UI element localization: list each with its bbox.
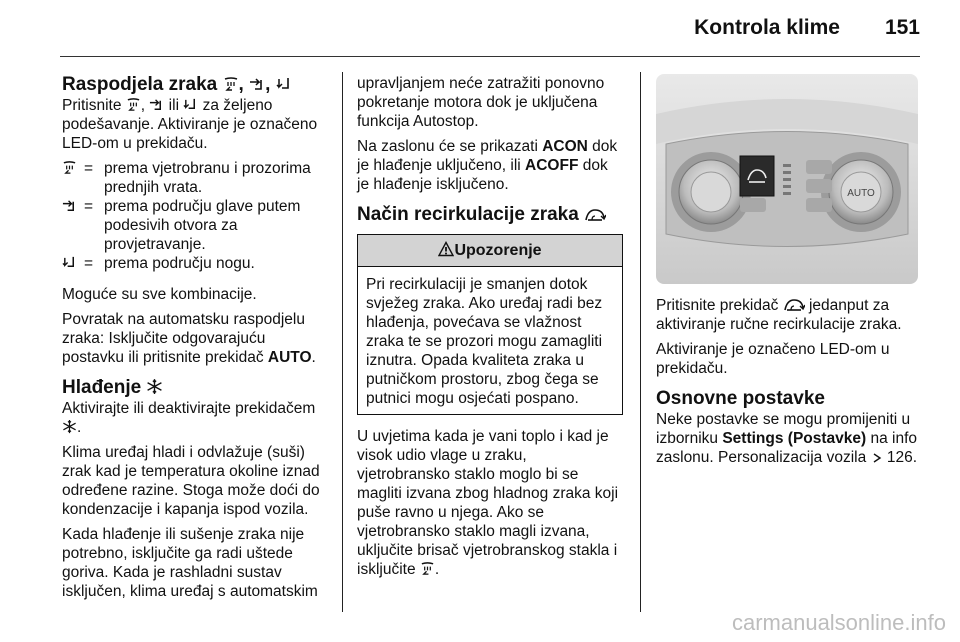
column-divider <box>640 72 641 612</box>
heading-cooling: Hlađenje <box>62 377 330 399</box>
paragraph: Povratak na automatsku raspodjelu zraka: Isključite odgovarajuću postavku ili pritisnite prekidač AUTO. <box>62 311 316 366</box>
paragraph: Aktiviranje je označeno LED-om u prekidaču. <box>656 341 890 377</box>
definition-item: = prema vjetrobranu i prozorima prednjih vrata. <box>62 159 330 197</box>
paragraph: upravljanjem neće zatražiti ponovno pokretanje motora dok je uključena funkcija Autostop. <box>357 75 605 130</box>
snowflake-icon <box>62 419 77 434</box>
page-reference: 126. <box>886 449 918 466</box>
paragraph: Pritisnite , ili za željeno podešavanje. Aktiviranje je označeno LED-om u prekidaču. <box>62 97 318 152</box>
head-vent-icon <box>249 76 265 92</box>
warning-box <box>357 234 623 415</box>
head-vent-icon <box>62 198 77 213</box>
definition-item: = prema području nogu. <box>62 254 330 273</box>
recirculation-icon <box>783 298 805 312</box>
windscreen-icon <box>420 561 435 576</box>
definition-list <box>62 159 330 273</box>
column-divider <box>342 72 343 612</box>
footwell-icon <box>62 255 77 270</box>
page-number: 151 <box>884 16 920 39</box>
warning-icon <box>438 241 454 257</box>
column-right <box>656 74 924 473</box>
paragraph: Klima uređaj hladi i odvlažuje (suši) zrak kad je temperatura okoline iznad određene razine. Stoga može doći do kondenzacije i kapanja ispod vozila. <box>62 444 320 518</box>
footwell-icon <box>276 76 292 92</box>
heading-air-distribution: Raspodjela zraka , , <box>62 74 330 96</box>
climate-panel-illustration <box>656 74 918 284</box>
paragraph: Neke postavke se mogu promijeniti u izborniku Settings (Postavke) na info zaslonu. Personalizacija vozila 126. <box>656 411 918 466</box>
warning-header: Upozorenje <box>358 235 622 267</box>
watermark: carmanualsonline.info <box>731 610 946 635</box>
footwell-icon <box>183 97 198 112</box>
column-left <box>62 74 330 607</box>
paragraph: Pritisnite prekidač jedanput za aktiviranje ručne recirkulacije zraka. <box>656 297 902 333</box>
paragraph: Kada hlađenje ili sušenje zraka nije potrebno, isključite ga radi uštede goriva. Kada je rashladni sustav isključen, klima uređaj s automatskim <box>62 526 318 600</box>
page-header <box>0 0 960 60</box>
windscreen-icon <box>62 160 77 175</box>
menu-label: Settings (Postavke) <box>722 430 867 447</box>
paragraph: Moguće su sve kombinacije. <box>62 286 257 303</box>
recirculation-icon <box>584 208 606 222</box>
climate-control-photo <box>656 74 918 284</box>
auto-label: AUTO <box>267 349 312 366</box>
windscreen-icon <box>126 97 141 112</box>
svg-text:AUTO: AUTO <box>847 188 875 199</box>
heading-recirculation: Način recirkulacije zraka <box>357 204 623 226</box>
column-middle <box>357 74 623 585</box>
acon-label: ACON <box>542 138 588 155</box>
head-vent-icon <box>149 97 164 112</box>
paragraph: Na zaslonu će se prikazati ACON dok je hlađenje uključeno, ili ACOFF dok je hlađenje isključeno. <box>357 138 618 193</box>
definition-item: = prema području glave putem podesivih otvora za provjetravanje. <box>62 197 330 254</box>
heading-basic-settings: Osnovne postavke <box>656 388 825 409</box>
snowflake-icon <box>146 378 163 395</box>
header-divider <box>60 56 920 57</box>
paragraph: U uvjetima kada je vani toplo i kad je visok udio vlage u zraku, vjetrobransko staklo moglo bi se magliti izvana zbog hladnog zraka koji puše ravno u njega. Ako se vjetrobransko staklo magli izvana, uključite brisač vjetrobranskog stakla i isključite . <box>357 428 619 578</box>
page-reference-icon <box>871 452 883 464</box>
windscreen-icon <box>223 76 239 92</box>
chapter-title: Kontrola klime <box>694 16 840 39</box>
warning-text: Pri recirkulaciji je smanjen dotok svježeg zraka. Ako uređaj radi bez hlađenja, povećava se vlažnost zraka te se prozori mogu zamagliti iznutra. Opada kvaliteta zraka u putničkom prostoru, zbog čega se putnici mogu osjećati pospano. <box>366 276 603 407</box>
acoff-label: ACOFF <box>525 157 579 174</box>
paragraph: Aktivirajte ili deaktivirajte prekidačem . <box>62 400 316 436</box>
